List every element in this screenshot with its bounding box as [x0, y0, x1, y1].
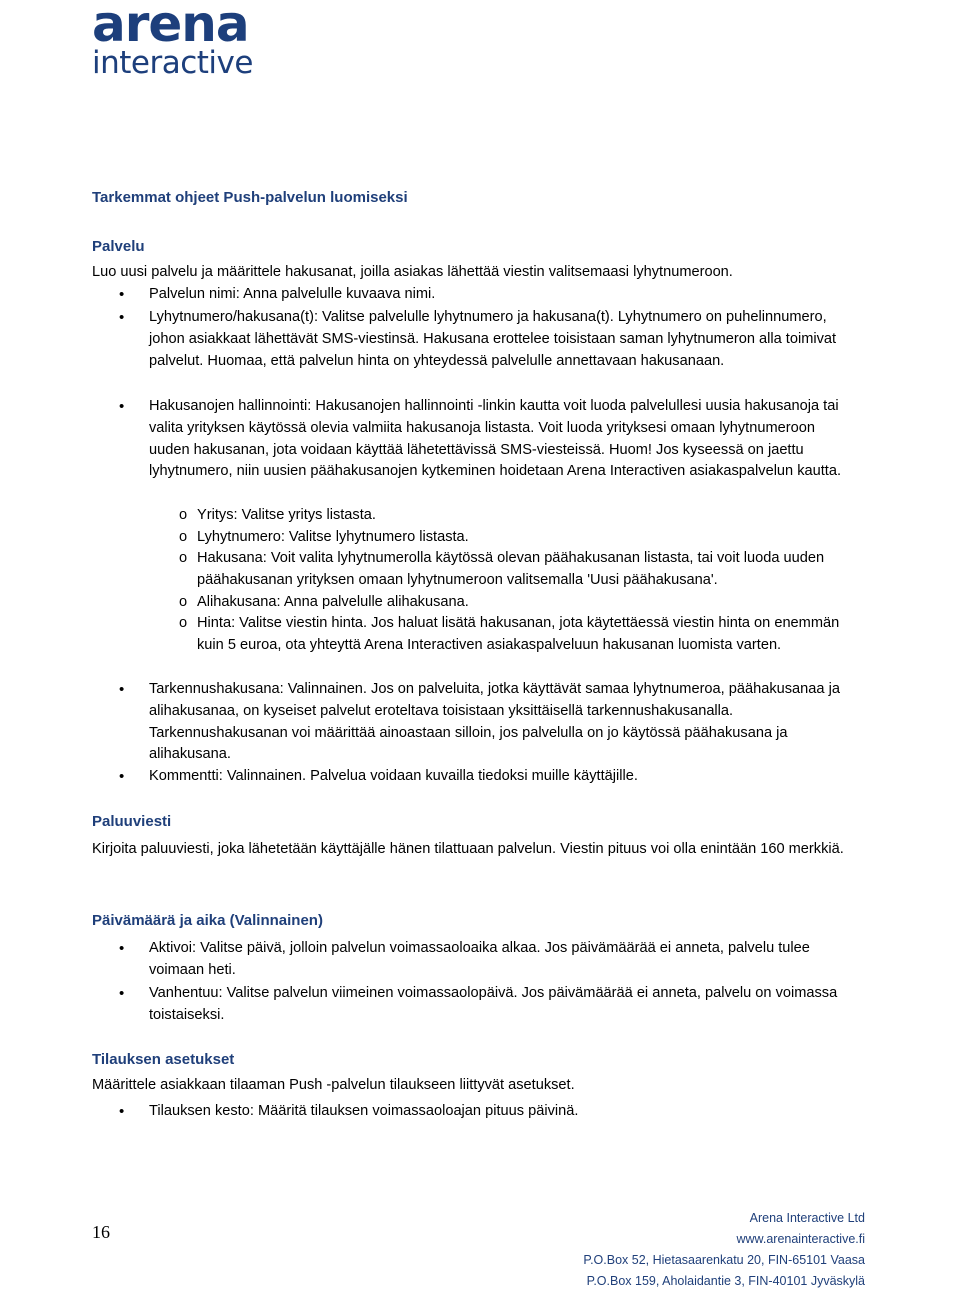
sub-bullet-icon: o	[179, 529, 188, 545]
sub-alihakusana	[179, 592, 857, 614]
bullet-text: Lyhytnumero/hakusana(t): Valitse palvelulle lyhytnumero ja hakusana(t). Lyhytnumero on puhelinnumero, johon asiakkaat lähettävät SMS-viestinsä. Hakusana erottelee toisistaan saman lyhytnumeron alla toimivat palvelut. Huomaa, että palvelun hinta on yhteydessä palvelulle annettavaan hakusanaan.	[149, 309, 837, 369]
bullet-palvelun-nimi	[119, 284, 849, 306]
bullet-aktivoi	[119, 938, 849, 982]
page-number: 16	[92, 1222, 110, 1242]
bullet-icon: •	[119, 398, 125, 415]
tilaus-intro: Määrittele asiakkaan tilaaman Push -palvelun tilaukseen liittyvät asetukset.	[92, 1077, 575, 1093]
bullet-text: Kommentti: Valinnainen. Palvelua voidaan kuvailla tiedoksi muille käyttäjille.	[149, 768, 638, 784]
sub-bullet-icon: o	[179, 615, 188, 631]
bullet-hakusanojen-hallinnointi	[119, 396, 849, 483]
bullet-text: Vanhentuu: Valitse palvelun viimeinen voimassaolopäivä. Jos päivämäärää ei anneta, palvelu on voimassa toistaiseksi.	[149, 985, 838, 1023]
bullet-tarkennushakusana	[119, 679, 849, 766]
logo-line-1: arena	[92, 0, 249, 53]
sub-hakusana	[179, 548, 857, 592]
logo-line-2: interactive	[92, 45, 253, 81]
bullet-kommentti	[119, 766, 849, 788]
heading-tilauksen-asetukset: Tilauksen asetukset	[92, 1051, 235, 1068]
sub-text: Hakusana: Voit valita lyhytnumerolla käytössä olevan päähakusanan listasta, tai voit luoda uuden päähakusanan yrityksen omaan lyhytnumeroon valitsemalla 'Uusi päähakusana'.	[197, 550, 825, 588]
bullet-icon: •	[119, 309, 125, 326]
bullet-text: Palvelun nimi: Anna palvelulle kuvaava nimi.	[149, 286, 436, 302]
heading-palvelu: Palvelu	[92, 238, 145, 255]
bullet-tilauksen-kesto	[119, 1101, 849, 1123]
sub-text: Lyhytnumero: Valitse lyhytnumero listasta.	[197, 529, 469, 545]
sub-hinta	[179, 613, 857, 657]
footer-address-jyvaskyla: P.O.Box 159, Aholaidantie 3, FIN-40101 Jyväskylä	[586, 1274, 865, 1288]
heading-paivamaara: Päivämäärä ja aika (Valinnainen)	[92, 912, 323, 929]
bullet-lyhytnumero	[119, 307, 849, 372]
sub-lyhytnumero	[179, 527, 857, 549]
sub-bullet-icon: o	[179, 594, 188, 610]
sub-text: Hinta: Valitse viestin hinta. Jos haluat lisätä hakusanan, jota käytettäessä viestin hinta on enemmän kuin 5 euroa, ota yhteyttä Arena Interactiven asiakaspalveluun hakusanan luomista varten.	[197, 615, 840, 653]
footer-contact	[583, 1208, 865, 1292]
bullet-text: Hakusanojen hallinnointi: Hakusanojen hallinnointi -linkin kautta voit luoda palvelullesi uusia hakusanoja tai valita yrityksen käytössä olevia valmiita hakusanoja listasta. Voit luoda yrityksesi omaan lyhytnumeroon uuden hakusanan, jota voidaan käyttää lähetettävissä SMS-viesteissä. Huom! Jos kyseessä on jaettu lyhytnumero, niin uusien päähakusanojen kytkeminen hoidetaan Arena Interactiven asiakaspalvelun kautta.	[149, 398, 842, 480]
paluuviesti-text: Kirjoita paluuviesti, joka lähetetään käyttäjälle hänen tilattuaan palvelun. Viestin pituus voi olla enintään 160 merkkiä.	[92, 841, 844, 857]
footer-address-vaasa: P.O.Box 52, Hietasaarenkatu 20, FIN-65101 Vaasa	[583, 1253, 865, 1267]
heading-paluuviesti: Paluuviesti	[92, 813, 172, 830]
footer-company: Arena Interactive Ltd	[749, 1211, 865, 1225]
sub-text: Yritys: Valitse yritys listasta.	[197, 507, 376, 523]
footer-web: www.arenainteractive.fi	[736, 1232, 865, 1246]
sub-yritys	[179, 505, 857, 527]
arena-logo	[92, 2, 253, 80]
page-title: Tarkemmat ohjeet Push-palvelun luomiseksi	[92, 189, 408, 206]
sub-bullet-icon: o	[179, 507, 188, 523]
bullet-icon: •	[119, 286, 125, 303]
sub-bullet-icon: o	[179, 550, 188, 566]
sub-text: Alihakusana: Anna palvelulle alihakusana.	[197, 594, 469, 610]
bullet-icon: •	[119, 940, 125, 957]
bullet-icon: •	[119, 768, 125, 785]
palvelu-intro: Luo uusi palvelu ja määrittele hakusanat, joilla asiakas lähettää viestin valitsemaasi lyhytnumeroon.	[92, 264, 733, 280]
bullet-text: Tilauksen kesto: Määritä tilauksen voimassaoloajan pituus päivinä.	[149, 1103, 579, 1119]
bullet-text: Tarkennushakusana: Valinnainen. Jos on palveluita, jotka käyttävät samaa lyhytnumeroa, päähakusanaa ja alihakusanaa, on kyseiset palvelut eroteltava toisistaan yksittäisellä tarkennushakusanalla. Tarkennushakusanan voi määrittää ainoastaan silloin, jos palvelulla on jo käytössä päähakusana ja alihakusana.	[149, 681, 840, 763]
bullet-vanhentuu	[119, 983, 849, 1027]
bullet-icon: •	[119, 681, 125, 698]
bullet-icon: •	[119, 1103, 125, 1120]
bullet-text: Aktivoi: Valitse päivä, jolloin palvelun voimassaoloaika alkaa. Jos päivämäärää ei anneta, palvelu tulee voimaan heti.	[149, 940, 810, 978]
bullet-icon: •	[119, 985, 125, 1002]
